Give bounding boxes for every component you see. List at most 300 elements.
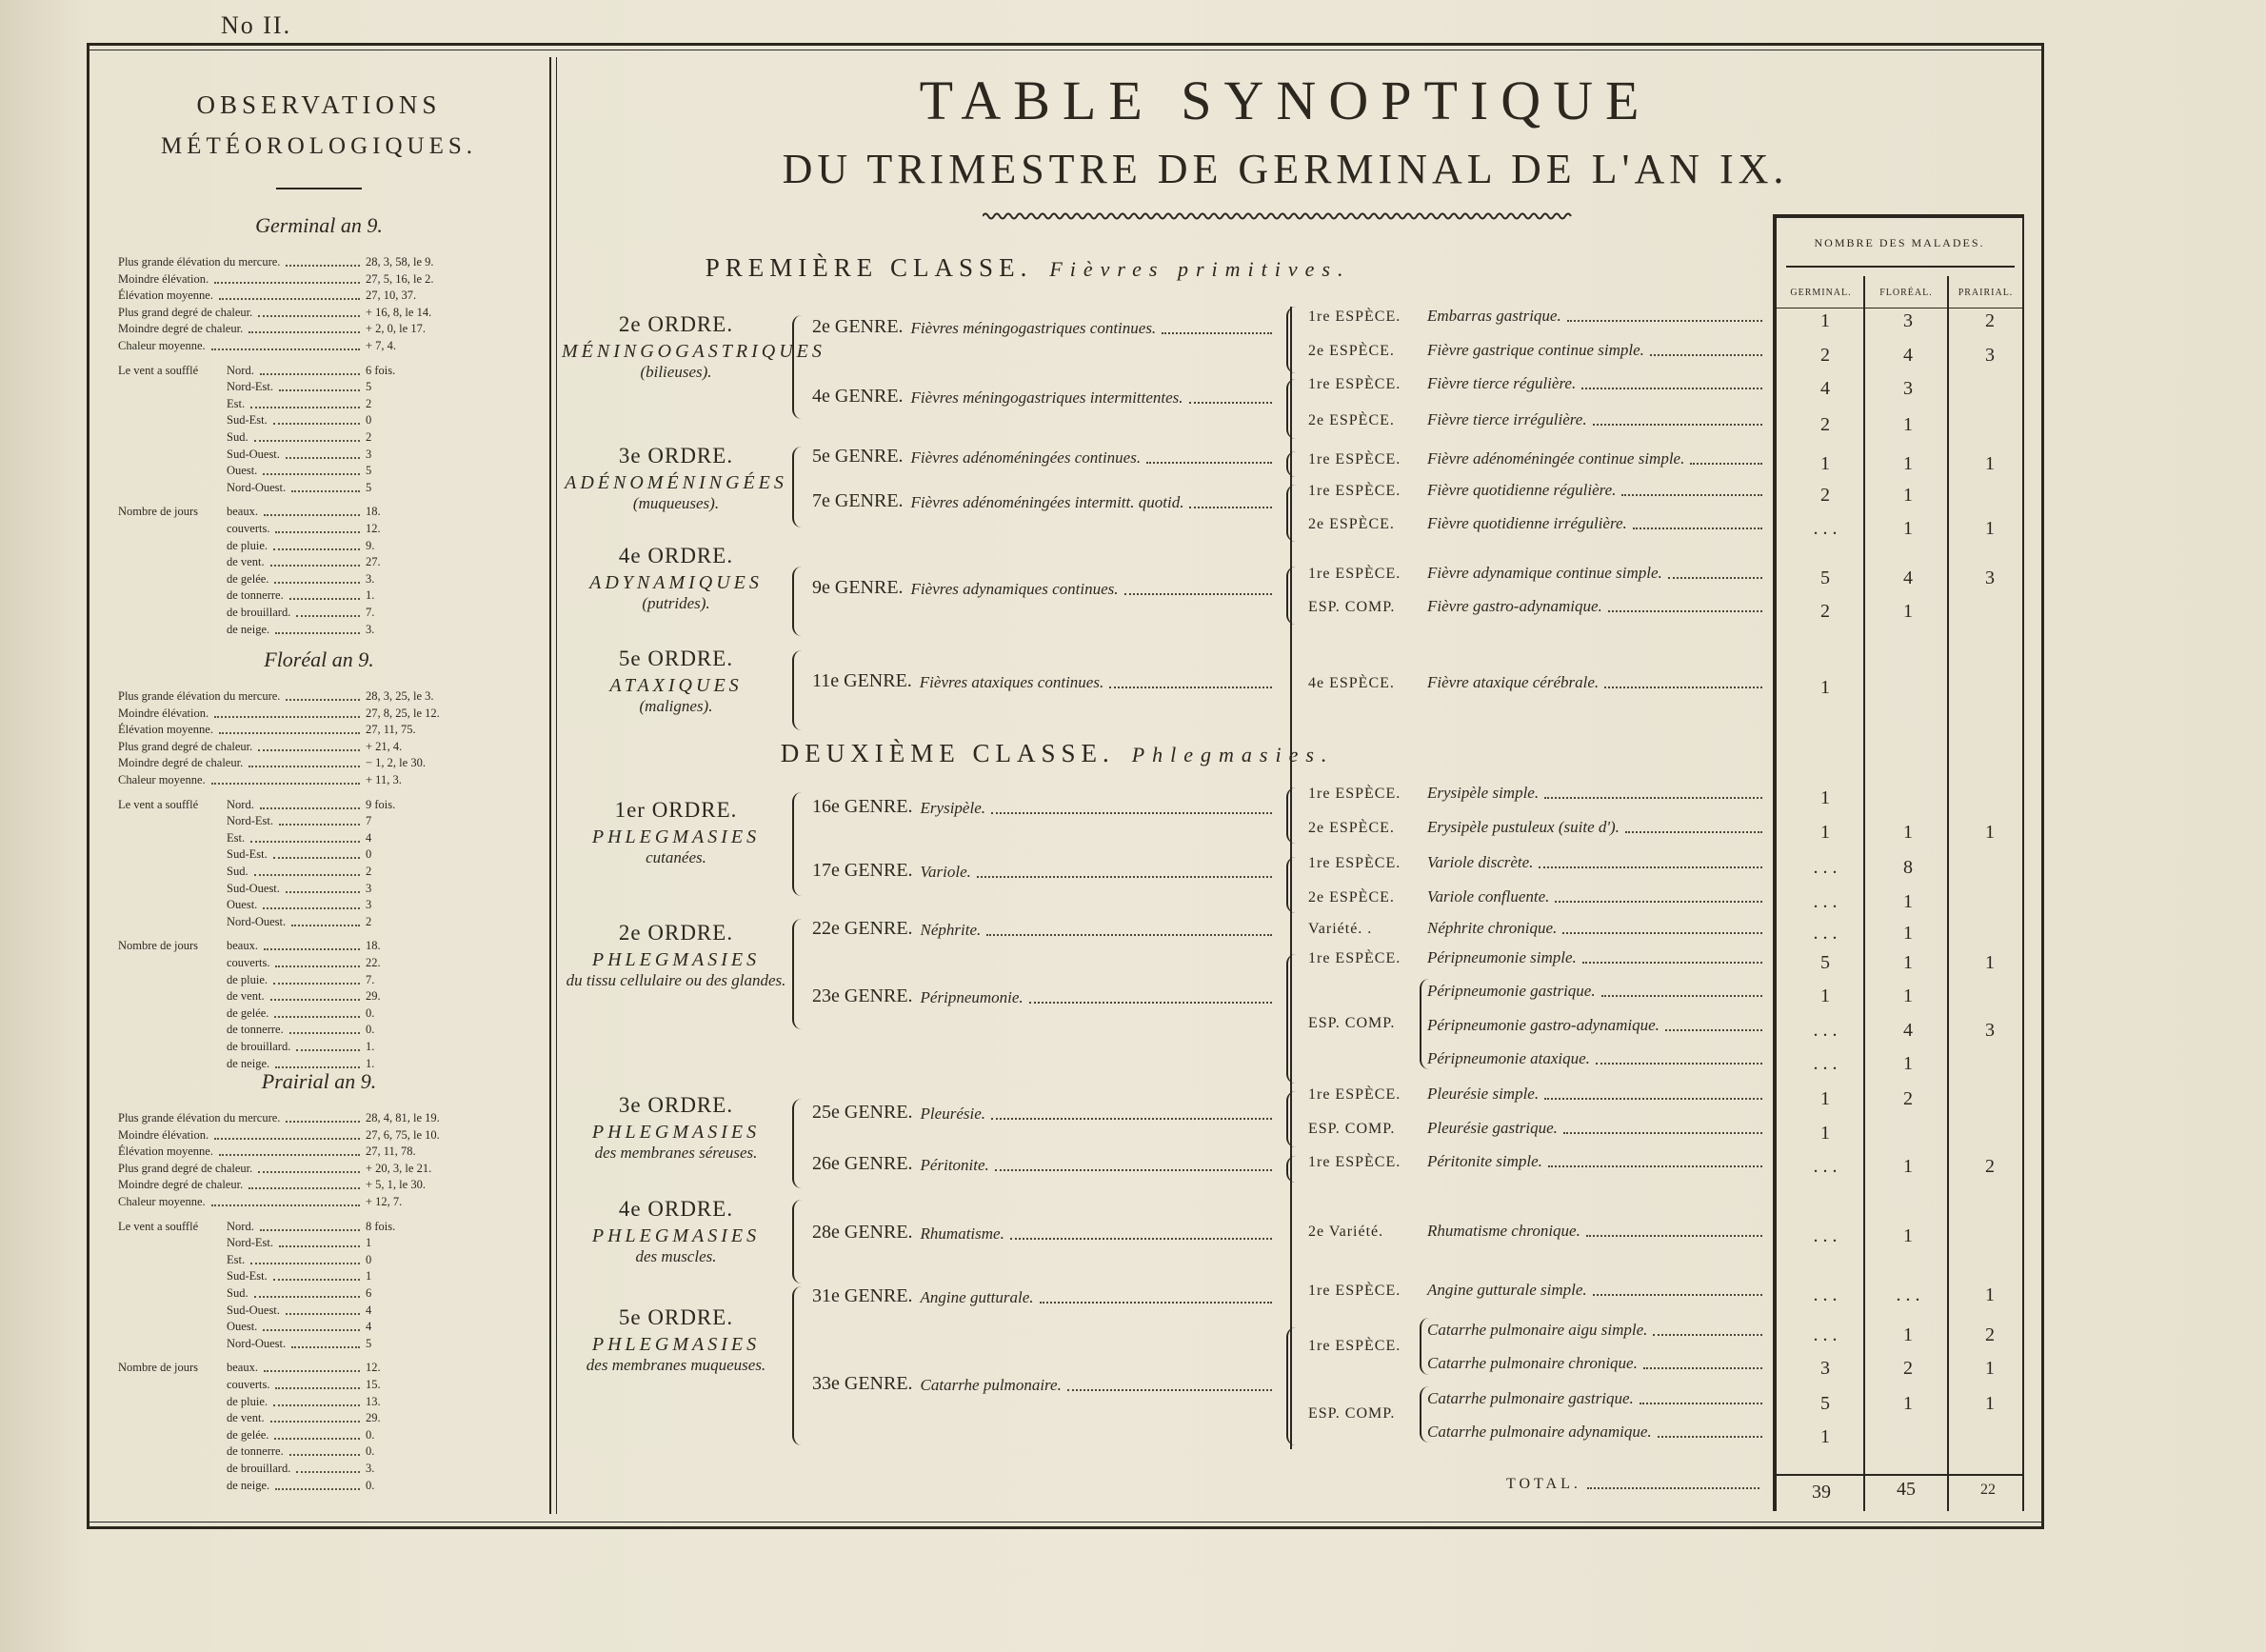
espece-name: Variole discrète. (1427, 852, 1534, 871)
count-floreal: 2 (1903, 1087, 1913, 1109)
count-floreal: 1 (1903, 1224, 1913, 1246)
leader-dots (1640, 1403, 1762, 1404)
genre-number: 16e GENRE. (812, 796, 913, 818)
row-label: Sud. (227, 430, 248, 444)
row-value: 12. (366, 522, 381, 535)
row-label: de pluie. (227, 538, 268, 552)
count-floreal: 1 (1903, 985, 1913, 1006)
ordre-name: ATAXIQUES (609, 674, 743, 696)
ordre-number: 2e ORDRE. (618, 311, 734, 336)
count-prairial: 3 (1985, 345, 1995, 367)
wind-row (118, 1234, 527, 1250)
ordre-sub: (muqueuses). (632, 494, 720, 513)
row-label: Nord-Ouest. (227, 1336, 287, 1350)
espece-row (1308, 784, 1766, 803)
wind-row (118, 846, 527, 862)
espece-row (1308, 1152, 1766, 1171)
leader-dots (274, 582, 360, 584)
ordre-block (562, 544, 790, 613)
leader-dots (1593, 1294, 1762, 1296)
wind-row (118, 1284, 527, 1301)
ordre-number: 2e ORDRE. (618, 920, 734, 945)
measure-row (118, 1176, 527, 1192)
brace-icon (1420, 979, 1431, 1070)
brace-icon (1286, 485, 1298, 543)
genre-row (812, 1153, 1276, 1175)
leader-dots (273, 857, 360, 859)
measure-row (118, 705, 527, 721)
leader-dots (1593, 424, 1762, 426)
count-germinal: 1 (1820, 677, 1830, 699)
espece-name: Péripneumonie simple. (1427, 947, 1577, 966)
row-label: Plus grand degré de chaleur. (118, 1161, 253, 1175)
leader-dots (219, 298, 360, 300)
ordre-block (562, 1305, 790, 1375)
espece-name: Erysipèle pustuleux (suite d'). (1427, 818, 1620, 837)
count-germinal: 1 (1820, 453, 1830, 475)
class-label: DEUXIÈME CLASSE. (780, 738, 1115, 767)
genre-number: 2e GENRE. (812, 316, 904, 338)
leader-dots (1189, 507, 1272, 508)
row-value: 28, 3, 58, le 9. (366, 255, 434, 269)
ordre-sub: (putrides). (642, 593, 710, 612)
leader-dots (1668, 577, 1762, 579)
malades-box-top-rule (1773, 214, 2024, 218)
leader-dots (1633, 527, 1762, 529)
row-label: Nord-Est. (227, 814, 273, 828)
espece-row (1308, 374, 1766, 393)
ordre-name: MÉNINGOGASTRIQUES (562, 340, 825, 362)
leader-dots (289, 598, 360, 600)
count-floreal: 1 (1903, 1155, 1913, 1177)
leader-dots (273, 548, 360, 550)
row-label: de brouillard. (227, 1040, 291, 1053)
leader-dots (1653, 1334, 1762, 1336)
class-name: Fièvres primitives. (1049, 256, 1351, 281)
espece-row (1308, 853, 1766, 872)
page-title: TABLE SYNOPTIQUE (919, 70, 1652, 131)
row-value: 28, 4, 81, le 19. (366, 1111, 440, 1125)
row-label: Sud-Ouest. (227, 447, 280, 461)
measure-row (118, 738, 527, 754)
brace-icon (792, 1200, 804, 1284)
genre-name: Péripneumonie. (920, 988, 1024, 1007)
wind-row (118, 1251, 527, 1267)
brace-icon (792, 1099, 804, 1188)
count-germinal: 4 (1820, 378, 1830, 400)
count-germinal: . . . (1813, 891, 1838, 913)
count-prairial: 3 (1985, 1020, 1995, 1042)
leader-dots (258, 749, 360, 751)
espece-row (1308, 818, 1766, 837)
row-label: de vent. (227, 555, 265, 569)
ordre-name: PHLEGMASIES (591, 948, 761, 970)
genre-name: Fièvres adénoméningées intermitt. quotid. (910, 492, 1184, 511)
row-label: Sud-Ouest. (227, 881, 280, 895)
row-label: Moindre élévation. (118, 271, 209, 286)
wind-row (118, 1267, 527, 1284)
espece-row (1308, 1222, 1766, 1241)
row-value: 18. (366, 505, 381, 519)
genre-name: Rhumatisme. (920, 1224, 1004, 1243)
brace-icon (792, 1286, 804, 1445)
row-label: Nord-Ouest. (227, 914, 287, 928)
espece-name: Fièvre quotidienne régulière. (1427, 481, 1617, 500)
row-label: de tonnerre. (227, 588, 284, 603)
leader-dots (296, 615, 360, 617)
leader-dots (211, 783, 360, 785)
count-floreal: 1 (1903, 485, 1913, 507)
row-label: Plus grande élévation du mercure. (118, 1111, 281, 1125)
leader-dots (1146, 462, 1272, 464)
espece-kind: 2e ESPÈCE. (1308, 412, 1395, 429)
count-germinal: 1 (1820, 1087, 1830, 1109)
leader-dots (1658, 1436, 1762, 1438)
espece-name: Pleurésie gastrique. (1427, 1118, 1558, 1137)
page-subtitle: DU TRIMESTRE DE GERMINAL DE L'AN IX. (782, 146, 1789, 192)
brace-icon (1420, 1386, 1431, 1443)
row-value: 3. (366, 1462, 375, 1475)
leader-dots (273, 1404, 360, 1406)
count-floreal: 8 (1903, 856, 1913, 878)
measure-row (118, 1143, 527, 1159)
wind-row (118, 1302, 527, 1318)
total-prairial: 22 (1980, 1482, 1996, 1498)
leader-dots (1625, 831, 1762, 833)
genre-row (812, 918, 1276, 940)
measure-row (118, 1193, 527, 1209)
count-floreal: 1 (1903, 1324, 1913, 1346)
measure-row (118, 1109, 527, 1125)
count-floreal: 1 (1903, 822, 1913, 844)
row-label: Moindre degré de chaleur. (118, 756, 244, 770)
row-label: de pluie. (227, 972, 268, 986)
row-value: 27. (366, 555, 381, 569)
ordre-number: 1er ORDRE. (614, 797, 738, 822)
leader-dots (296, 1049, 360, 1051)
row-value: 2 (366, 865, 372, 878)
ordre-sub: (bilieuses). (640, 362, 712, 381)
row-label: Nord-Est. (227, 1236, 273, 1250)
espece-row (1308, 449, 1766, 468)
row-value: 3 (366, 898, 372, 912)
leader-dots (1040, 1302, 1272, 1304)
count-floreal: 4 (1903, 567, 1913, 589)
leader-dots (289, 1454, 360, 1456)
espece-row (1308, 410, 1766, 429)
leader-dots (275, 1488, 360, 1490)
row-value: 5 (366, 380, 372, 394)
ordre-number: 3e ORDRE. (618, 444, 734, 468)
measure-row (118, 270, 527, 287)
count-germinal: . . . (1813, 1224, 1838, 1246)
leader-dots (275, 1066, 360, 1068)
leader-dots (270, 1421, 360, 1423)
espece-row (1308, 1119, 1766, 1138)
row-label: Est. (227, 1252, 246, 1266)
espece-name: Fièvre gastro-adynamique. (1427, 596, 1602, 615)
genre-row (812, 490, 1276, 512)
measure-row (118, 287, 527, 303)
genre-row (812, 1222, 1276, 1244)
leader-dots (260, 1229, 360, 1231)
genre-number: 4e GENRE. (812, 386, 904, 408)
row-value: 29. (366, 1411, 381, 1425)
col-header-floreal: FLORÉAL. (1879, 288, 1933, 298)
leader-dots (263, 907, 360, 909)
measure-row (118, 253, 527, 269)
genre-row (812, 1102, 1276, 1124)
row-intro: Nombre de jours (118, 505, 199, 519)
genre-name: Variole. (920, 863, 971, 882)
decorative-wavy-rule (983, 211, 1576, 221)
leader-dots (258, 1171, 360, 1173)
days-row (118, 587, 527, 603)
leader-dots (1643, 1367, 1762, 1369)
genre-name: Catarrhe pulmonaire. (920, 1376, 1062, 1395)
leader-dots (258, 315, 360, 317)
espece-row (1308, 919, 1766, 938)
frame-right-rule (2041, 43, 2044, 1529)
count-germinal: 1 (1820, 1122, 1830, 1144)
leader-dots (274, 1438, 360, 1440)
count-germinal: 1 (1820, 985, 1830, 1006)
genre-name: Pleurésie. (920, 1104, 985, 1123)
count-germinal: . . . (1813, 923, 1838, 945)
espece-name: Variole confluente. (1427, 887, 1550, 906)
count-germinal: 1 (1820, 1425, 1830, 1447)
genre-name: Néphrite. (920, 920, 982, 939)
leader-dots (286, 457, 360, 459)
espece-name: Pleurésie simple. (1427, 1084, 1540, 1103)
count-floreal: 1 (1903, 1053, 1913, 1075)
ordre-block (562, 921, 790, 990)
ordre-sub: des membranes muqueuses. (586, 1355, 766, 1374)
malades-box-right-rule (2022, 214, 2024, 1511)
ordre-name: ADYNAMIQUES (589, 571, 763, 593)
espece-name: Fièvre ataxique cérébrale. (1427, 673, 1600, 692)
row-label: Chaleur moyenne. (118, 339, 206, 352)
leader-dots (1690, 463, 1762, 465)
leader-dots (214, 716, 360, 718)
wind-row (118, 428, 527, 445)
row-label: de brouillard. (227, 1462, 291, 1475)
row-label: de brouillard. (227, 606, 291, 619)
brace-icon (792, 315, 804, 419)
leader-dots (250, 841, 360, 843)
row-value: + 12, 7. (366, 1195, 403, 1208)
count-germinal: 5 (1820, 567, 1830, 589)
espece-kind: 1re ESPÈCE. (1308, 785, 1401, 802)
count-floreal: 1 (1903, 951, 1913, 973)
group-kind: ESP. COMP. (1308, 1405, 1396, 1423)
count-germinal: 2 (1820, 600, 1830, 622)
leader-dots (1544, 797, 1762, 799)
row-value: 27, 5, 16, le 2. (366, 271, 434, 286)
count-floreal: 3 (1903, 309, 1913, 331)
leader-dots (1601, 995, 1762, 997)
espece-row (1308, 341, 1766, 360)
count-floreal: 1 (1903, 1392, 1913, 1414)
leader-dots (1189, 402, 1272, 404)
wind-row (118, 446, 527, 462)
group-kind: 1re ESPÈCE. (1308, 1337, 1401, 1354)
brace-icon (1286, 567, 1298, 625)
row-value: 18. (366, 939, 381, 953)
count-prairial: 2 (1985, 1155, 1995, 1177)
wind-row (118, 411, 527, 428)
espece-row (1308, 514, 1766, 533)
row-value: 2 (366, 914, 372, 928)
espece-row (1308, 887, 1766, 906)
genre-row (812, 860, 1276, 882)
espece-kind: 2e ESPÈCE. (1308, 516, 1395, 533)
count-floreal: 2 (1903, 1358, 1913, 1380)
count-floreal: . . . (1896, 1284, 1920, 1305)
group-label (1308, 1338, 1422, 1355)
days-row (118, 621, 527, 637)
row-value: 27, 6, 75, le 10. (366, 1127, 440, 1142)
frame-bottom-rule (87, 1526, 2044, 1529)
ordre-name: PHLEGMASIES (591, 1333, 761, 1355)
row-label: de vent. (227, 989, 265, 1004)
measure-row (118, 754, 527, 770)
frame-left-rule (87, 43, 89, 1529)
row-value: − 1, 2, le 30. (366, 756, 426, 770)
row-label: de pluie. (227, 1394, 268, 1408)
espece-row (1308, 1354, 1766, 1373)
row-value: 28, 3, 25, le 3. (366, 689, 434, 703)
leader-dots (264, 514, 360, 516)
row-value: 29. (366, 989, 381, 1004)
leader-dots (273, 423, 360, 425)
count-germinal: . . . (1813, 518, 1838, 540)
espece-name: Péripneumonie ataxique. (1427, 1049, 1590, 1068)
row-intro: Le vent a soufflé (118, 363, 199, 377)
days-row (118, 520, 527, 536)
brace-icon (1286, 857, 1298, 913)
espece-kind: 2e Variété. (1308, 1223, 1384, 1240)
genre-number: 7e GENRE. (812, 489, 904, 511)
ordre-sub: (malignes). (639, 696, 713, 715)
genre-name: Fièvres méningogastriques continues. (910, 319, 1157, 338)
row-value: 3 (366, 447, 372, 461)
brace-icon (1420, 1318, 1431, 1374)
espece-kind: 1re ESPÈCE. (1308, 566, 1401, 583)
days-row (118, 537, 527, 553)
row-value: 1. (366, 1040, 375, 1053)
leader-dots (260, 373, 360, 375)
row-label: beaux. (227, 505, 258, 519)
total-germinal: 39 (1812, 1482, 1831, 1503)
espece-name: Angine gutturale simple. (1427, 1280, 1587, 1299)
row-label: Élévation moyenne. (118, 723, 213, 737)
leader-dots (286, 1313, 360, 1315)
wind-row (118, 1335, 527, 1351)
row-value: 5 (366, 1336, 372, 1350)
brace-icon (1286, 954, 1298, 1085)
leader-dots (254, 874, 360, 876)
leader-dots (214, 1138, 360, 1140)
row-label: de gelée. (227, 1427, 269, 1442)
frame-top-rule (87, 43, 2044, 46)
leader-dots (254, 440, 360, 442)
wind-row (118, 812, 527, 828)
row-value: 5 (366, 480, 372, 494)
row-value: 27, 11, 75. (366, 723, 416, 737)
genre-name: Fièvres méningogastriques intermittentes. (910, 388, 1183, 408)
leader-dots (1581, 388, 1762, 389)
ordre-sub: des muscles. (635, 1246, 717, 1265)
count-germinal: 3 (1820, 1358, 1830, 1380)
ordre-block (562, 444, 790, 513)
leader-dots (260, 807, 360, 809)
row-value: 7. (366, 606, 375, 619)
measure-row (118, 771, 527, 787)
count-prairial: 3 (1985, 567, 1995, 589)
leader-dots (291, 925, 360, 926)
ordre-name: PHLEGMASIES (591, 1224, 761, 1246)
leader-dots (248, 331, 360, 333)
espece-row (1308, 948, 1766, 967)
count-floreal: 4 (1903, 345, 1913, 367)
row-label: couverts. (227, 1378, 270, 1391)
count-germinal: . . . (1813, 1020, 1838, 1042)
espece-kind: 1re ESPÈCE. (1308, 1153, 1401, 1170)
row-value: 0. (366, 1444, 375, 1459)
row-value: 27, 11, 78. (366, 1144, 416, 1159)
espece-kind: 1re ESPÈCE. (1308, 1282, 1401, 1299)
row-value: 12. (366, 1361, 381, 1375)
espece-row (1308, 1049, 1766, 1068)
row-value: 3 (366, 881, 372, 895)
leader-dots (1604, 687, 1762, 688)
leader-dots (1586, 1235, 1762, 1237)
row-label: couverts. (227, 522, 270, 535)
ordre-block (562, 1197, 790, 1266)
leader-dots (1555, 901, 1762, 903)
row-value: 9. (366, 538, 375, 552)
ordre-number: 4e ORDRE. (618, 543, 734, 567)
count-germinal: 1 (1820, 822, 1830, 844)
row-intro: Nombre de jours (118, 1361, 199, 1375)
brace-icon (1286, 1156, 1298, 1182)
row-label: Sud-Ouest. (227, 1303, 280, 1317)
wind-row (118, 1218, 527, 1234)
malades-total-rule (1777, 1474, 2022, 1476)
leader-dots (286, 891, 360, 893)
espece-name: Fièvre gastrique continue simple. (1427, 341, 1644, 360)
count-floreal: 1 (1903, 453, 1913, 475)
row-label: Sud-Est. (227, 1269, 268, 1284)
count-prairial: 2 (1985, 1324, 1995, 1346)
leader-dots (289, 1032, 360, 1034)
row-label: Ouest. (227, 1320, 258, 1334)
leader-dots (275, 632, 360, 634)
row-label: Sud-Est. (227, 413, 268, 428)
leader-dots (250, 1263, 360, 1264)
row-value: 4 (366, 1320, 372, 1334)
sheet-number: No II. (221, 11, 292, 39)
count-floreal: 1 (1903, 600, 1913, 622)
meteo-heading-2: MÉTÉOROLOGIQUES. (160, 133, 478, 159)
leader-dots (273, 983, 360, 985)
leader-dots (275, 1387, 360, 1389)
leader-dots (248, 766, 360, 767)
leader-dots (211, 348, 360, 350)
row-label: Nord-Est. (227, 380, 273, 394)
genre-row (812, 316, 1276, 338)
